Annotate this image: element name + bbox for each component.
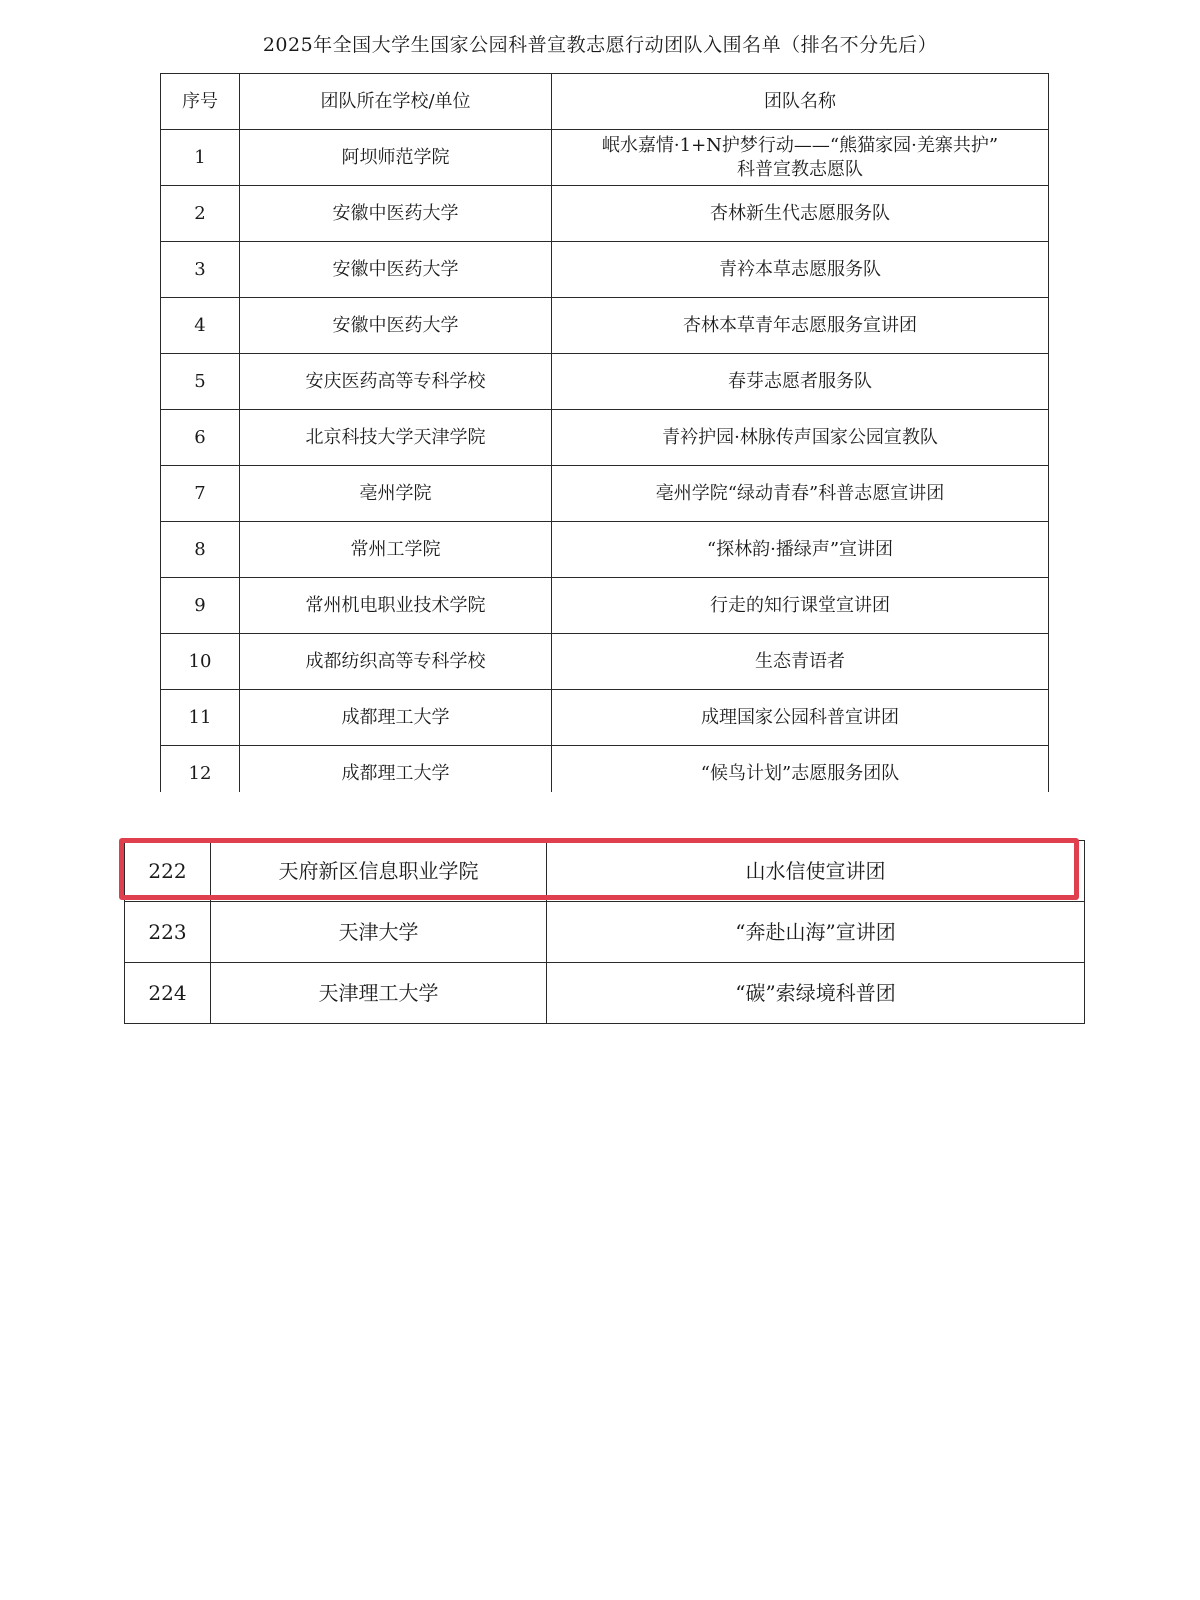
page-title: 2025年全国大学生国家公园科普宣教志愿行动团队入围名单（排名不分先后） bbox=[262, 34, 938, 56]
cell-team-line2: 科普宣教志愿队 bbox=[737, 158, 863, 180]
cell-no: 224 bbox=[125, 963, 211, 1024]
cell-no: 4 bbox=[161, 298, 240, 354]
table-row bbox=[161, 578, 1049, 634]
table-row bbox=[125, 963, 1085, 1024]
cell-no: 10 bbox=[161, 634, 240, 690]
cell-no: 7 bbox=[161, 466, 240, 522]
table-top-section bbox=[0, 0, 1200, 792]
cell-school: 安庆医药高等专科学校 bbox=[240, 354, 552, 410]
cell-team: 行走的知行课堂宣讲团 bbox=[552, 578, 1049, 634]
cell-team: 生态青语者 bbox=[552, 634, 1049, 690]
cell-no: 11 bbox=[161, 690, 240, 746]
cell-no: 9 bbox=[161, 578, 240, 634]
header-school: 团队所在学校/单位 bbox=[240, 74, 552, 130]
cell-team: 亳州学院“绿动青春”科普志愿宣讲团 bbox=[552, 466, 1049, 522]
cell-school: 成都理工大学 bbox=[240, 690, 552, 746]
cell-no: 2 bbox=[161, 186, 240, 242]
cell-team: 杏林本草青年志愿服务宣讲团 bbox=[552, 298, 1049, 354]
cell-team bbox=[552, 130, 1049, 186]
header-no: 序号 bbox=[161, 74, 240, 130]
table-row bbox=[125, 902, 1085, 963]
cell-no: 12 bbox=[161, 746, 240, 793]
cell-no: 223 bbox=[125, 902, 211, 963]
cell-school: 亳州学院 bbox=[240, 466, 552, 522]
cell-team: “碳”索绿境科普团 bbox=[547, 963, 1085, 1024]
header-team: 团队名称 bbox=[552, 74, 1049, 130]
table-row bbox=[161, 242, 1049, 298]
table-row bbox=[161, 690, 1049, 746]
cell-school: 常州工学院 bbox=[240, 522, 552, 578]
cell-team: 成理国家公园科普宣讲团 bbox=[552, 690, 1049, 746]
cell-no: 222 bbox=[125, 841, 211, 902]
table-row bbox=[161, 466, 1049, 522]
cell-no: 1 bbox=[161, 130, 240, 186]
cell-no: 3 bbox=[161, 242, 240, 298]
cell-school: 安徽中医药大学 bbox=[240, 242, 552, 298]
table-row bbox=[161, 522, 1049, 578]
table-row bbox=[161, 298, 1049, 354]
table-row bbox=[161, 410, 1049, 466]
cell-school: 天津大学 bbox=[211, 902, 547, 963]
cell-team: 山水信使宣讲团 bbox=[547, 841, 1085, 902]
cell-school: 成都纺织高等专科学校 bbox=[240, 634, 552, 690]
list-table-top bbox=[160, 73, 1049, 792]
cell-school: 成都理工大学 bbox=[240, 746, 552, 793]
cell-school: 安徽中医药大学 bbox=[240, 186, 552, 242]
cell-school: 安徽中医药大学 bbox=[240, 298, 552, 354]
cell-team: 杏林新生代志愿服务队 bbox=[552, 186, 1049, 242]
table-row bbox=[161, 186, 1049, 242]
cell-school: 天津理工大学 bbox=[211, 963, 547, 1024]
list-table-bottom bbox=[124, 840, 1085, 1024]
cell-school: 常州机电职业技术学院 bbox=[240, 578, 552, 634]
table-row bbox=[161, 634, 1049, 690]
cell-no: 5 bbox=[161, 354, 240, 410]
cell-school: 北京科技大学天津学院 bbox=[240, 410, 552, 466]
cell-no: 6 bbox=[161, 410, 240, 466]
cell-team: “奔赴山海”宣讲团 bbox=[547, 902, 1085, 963]
cell-school: 天府新区信息职业学院 bbox=[211, 841, 547, 902]
cell-team: “探林韵·播绿声”宣讲团 bbox=[552, 522, 1049, 578]
cell-school: 阿坝师范学院 bbox=[240, 130, 552, 186]
table-row bbox=[161, 746, 1049, 793]
cell-team-line1: 岷水嘉情·1+N护梦行动——“熊猫家园·羌寨共护” bbox=[601, 134, 999, 156]
cell-team: “候鸟计划”志愿服务团队 bbox=[552, 746, 1049, 793]
table-row bbox=[161, 354, 1049, 410]
table-header-row bbox=[161, 74, 1049, 130]
cell-team: 青衿本草志愿服务队 bbox=[552, 242, 1049, 298]
table-row-highlighted bbox=[125, 841, 1085, 902]
cell-no: 8 bbox=[161, 522, 240, 578]
cell-team: 春芽志愿者服务队 bbox=[552, 354, 1049, 410]
cell-team: 青衿护园·林脉传声国家公园宣教队 bbox=[552, 410, 1049, 466]
table-bottom-section bbox=[0, 828, 1200, 1038]
table-row bbox=[161, 130, 1049, 186]
